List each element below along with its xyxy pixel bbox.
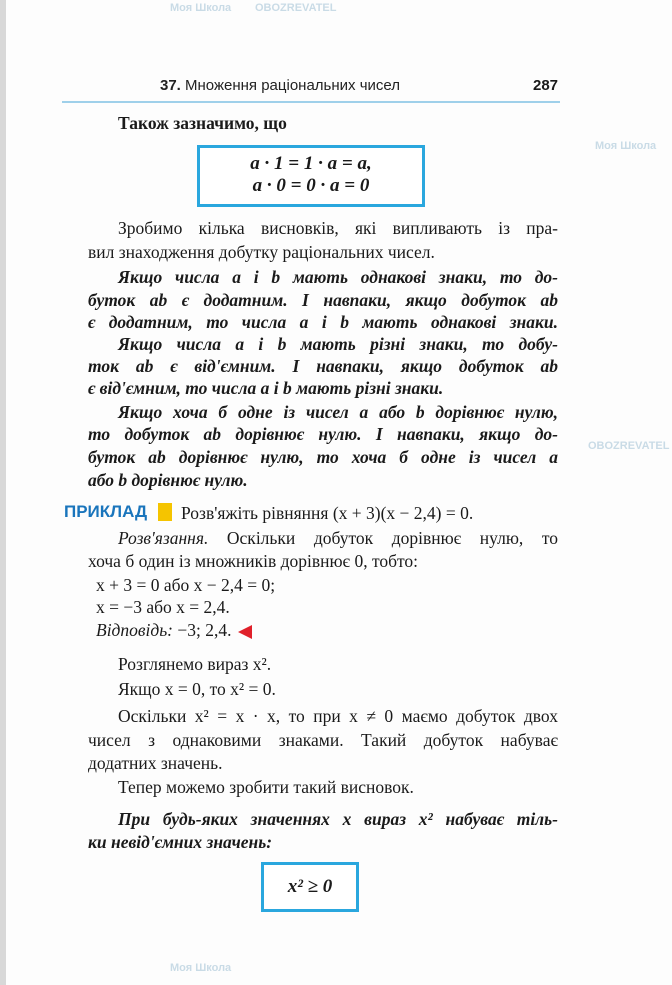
paragraph-line: вил знаходження добутку раціональних чисел. [88,242,435,262]
end-of-solution-triangle-icon [238,625,252,639]
rule-line: буток ab є додатним. І навпаки, якщо добуток ab [88,290,558,310]
paragraph-line: Розглянемо вираз x². [118,654,272,674]
watermark-brand: OBOZREVATEL [255,2,337,14]
solution-line: хоча б один із множників дорівнює 0, тобто: [88,551,419,571]
solution-label: Розв'язання. [118,528,209,548]
paragraph-line: Оскільки x² = x · x, то при x ≠ 0 маємо добуток двох [118,706,558,726]
rule-line: або b дорівнює нулю. [88,470,248,490]
formula-box [197,145,425,207]
conclusion-line: ки невід'ємних значень: [88,832,273,852]
header-rule [62,101,560,103]
paragraph-line: Зробимо кілька висновків, які випливають із пра- [118,218,558,238]
formula-line: x² ≥ 0 [287,876,333,897]
solution-line: x + 3 = 0 або x − 2,4 = 0; [96,575,276,595]
watermark-brand: OBOZREVATEL [588,440,670,452]
rule-line: є додатним, то числа a і b мають однакові знаки. [88,312,558,332]
paragraph-line: Якщо x = 0, то x² = 0. [118,679,276,699]
solution-text: Оскільки добуток дорівнює нулю, то [226,528,558,548]
answer-value: −3; 2,4. [177,620,232,640]
watermark-school: Моя Школа [170,962,232,974]
page-number: 287 [533,77,559,94]
formula-box [261,862,359,912]
rule-line: є від'ємним, то числа a і b мають різні знаки. [88,378,444,398]
formula-line: a · 0 = 0 · a = 0 [252,175,370,196]
answer-line [96,619,536,641]
paragraph-line: додатних значень. [88,753,223,773]
rule-line: то добуток ab дорівнює нулю. І навпаки, якщо до- [88,424,558,444]
paragraph-line: чисел з однаковими знаками. Такий добуток набуває [88,730,558,750]
watermark-school: Моя Школа [595,140,657,152]
example-task: Розв'яжіть рівняння (x + 3)(x − 2,4) = 0. [181,503,474,523]
paragraph-line: Тепер можемо зробити такий висновок. [118,777,414,797]
formula-line: a · 1 = 1 · a = a, [250,153,372,174]
rule-line: Якщо числа a і b мають різні знаки, то добу- [118,334,558,354]
solution-line: x = −3 або x = 2,4. [96,597,230,617]
section-title: Множення раціональних чисел [185,77,400,94]
rule-line: ток ab є від'ємним. І навпаки, якщо добуток ab [88,356,558,376]
running-header [160,77,400,94]
paragraph-line: Також зазначимо, що [118,113,287,133]
conclusion-line: При будь-яких значеннях x вираз x² набуває тіль- [118,809,558,829]
rule-line: Якщо числа a і b мають однакові знаки, то до- [118,267,558,287]
example-label: ПРИКЛАД [64,502,148,521]
example-marker [158,503,172,521]
solution-line [118,527,558,549]
page-edge [0,0,6,985]
rule-line: Якщо хоча б одне із чисел a або b дорівнює нулю, [118,402,558,422]
watermark-school: Моя Школа [170,2,232,14]
answer-label: Відповідь: [96,620,174,640]
section-number: 37. [160,77,181,94]
rule-line: буток ab дорівнює нулю, то хоча б одне із чисел a [88,447,558,467]
